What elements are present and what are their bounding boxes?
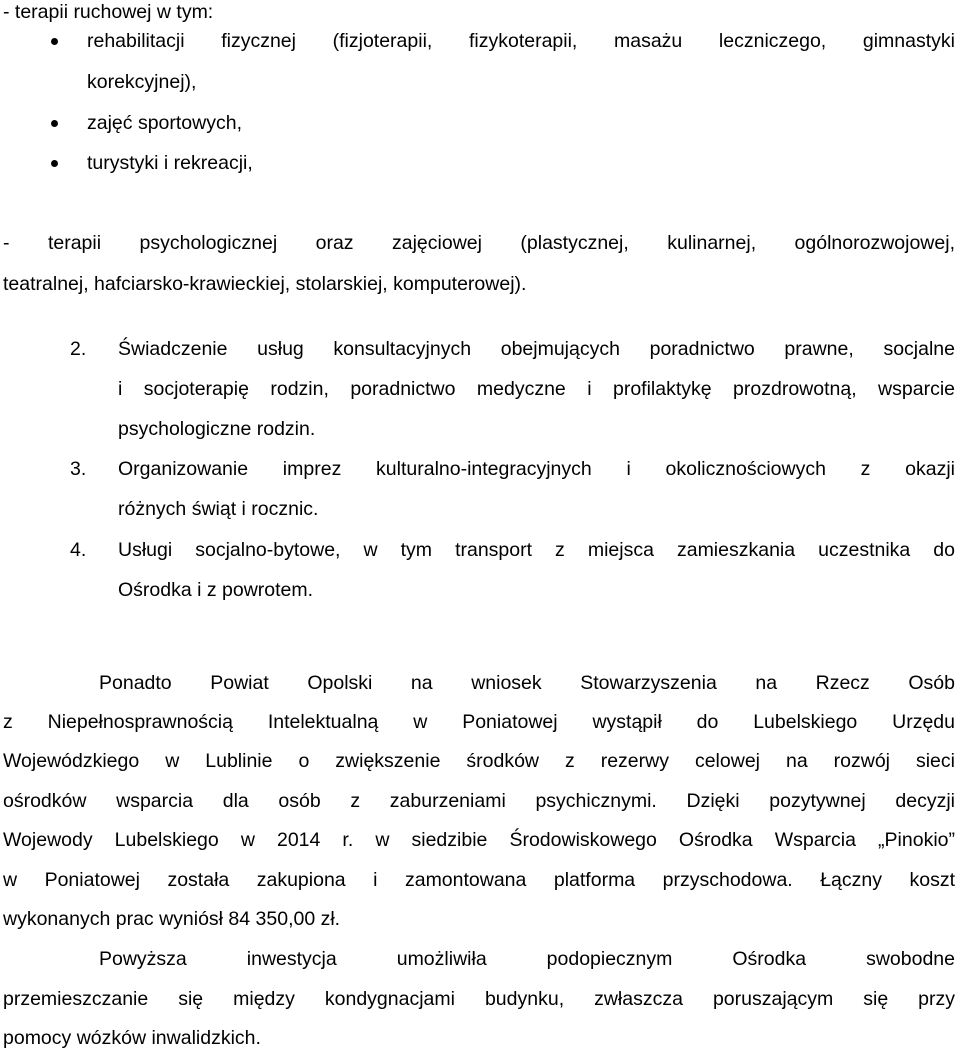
paragraph-1-line1: Ponadto Powiat Opolski na wniosek Stowarzyszenia na Rzecz Osób xyxy=(99,672,955,694)
numbered-item-4-line2: Ośrodka i z powrotem. xyxy=(118,579,314,601)
numbered-item-2-line1: Świadczenie usług konsultacyjnych obejmujących poradnictwo prawne, socjalne xyxy=(118,338,955,360)
numbered-item-3-line1: Organizowanie imprez kulturalno-integracyjnych i okolicznościowych z okazji xyxy=(118,458,955,480)
paragraph-1-line6: w Poniatowej została zakupiona i zamontowana platforma przyschodowa. Łączny koszt xyxy=(3,869,955,891)
list-item-turystyka: turystyki i rekreacji, xyxy=(87,152,253,174)
numbered-item-2-line3: psychologiczne rodzin. xyxy=(118,418,316,440)
section-heading-terapia-ruchowa: - terapii ruchowej w tym: xyxy=(3,1,214,23)
bullet-icon xyxy=(51,160,58,167)
bullet-icon xyxy=(51,120,58,127)
bullet-icon xyxy=(51,38,58,45)
numbered-item-2-line2: i socjoterapię rodzin, poradnictwo medyczne i profilaktykę prozdrowotną, wsparcie xyxy=(118,378,955,400)
numbered-item-3-line2: różnych świąt i rocznic. xyxy=(118,498,319,520)
section-terapia-psychologiczna-line1: - terapii psychologicznej oraz zajęciowej (plastycznej, kulinarnej, ogólnorozwojowej, xyxy=(3,232,955,254)
numbered-item-4-line1: Usługi socjalno-bytowe, w tym transport z miejsca zamieszkania uczestnika do xyxy=(118,539,955,561)
list-number-4: 4. xyxy=(70,539,87,561)
paragraph-1-line5: Wojewody Lubelskiego w 2014 r. w siedzibie Środowiskowego Ośrodka Wsparcia „Pinokio” xyxy=(3,829,955,851)
paragraph-1-line2: z Niepełnosprawnością Intelektualną w Poniatowej wystąpił do Lubelskiego Urzędu xyxy=(3,711,955,733)
paragraph-1-line3: Wojewódzkiego w Lublinie o zwiększenie środków z rezerwy celowej na rozwój sieci xyxy=(3,750,955,772)
paragraph-2-line1: Powyższa inwestycja umożliwiła podopiecznym Ośrodka swobodne xyxy=(99,948,955,970)
list-item-rehabilitacja-line1: rehabilitacji fizycznej (fizjoterapii, fizykoterapii, masażu leczniczego, gimnastyki xyxy=(87,30,955,52)
list-number-3: 3. xyxy=(70,458,87,480)
section-terapia-psychologiczna-line2: teatralnej, hafciarsko-krawieckiej, stolarskiej, komputerowej). xyxy=(3,273,527,295)
paragraph-1-line4: ośrodków wsparcia dla osób z zaburzeniami psychicznymi. Dzięki pozytywnej decyzji xyxy=(3,790,955,812)
list-item-rehabilitacja-line2: korekcyjnej), xyxy=(87,71,197,93)
paragraph-1-line7: wykonanych prac wyniósł 84 350,00 zł. xyxy=(3,908,341,930)
paragraph-2-line3: pomocy wózków inwalidzkich. xyxy=(3,1027,261,1049)
paragraph-2-line2: przemieszczanie się między kondygnacjami budynku, zwłaszcza poruszającym się przy xyxy=(3,988,955,1010)
list-number-2: 2. xyxy=(70,338,87,360)
list-item-zajecia-sportowe: zajęć sportowych, xyxy=(87,112,242,134)
